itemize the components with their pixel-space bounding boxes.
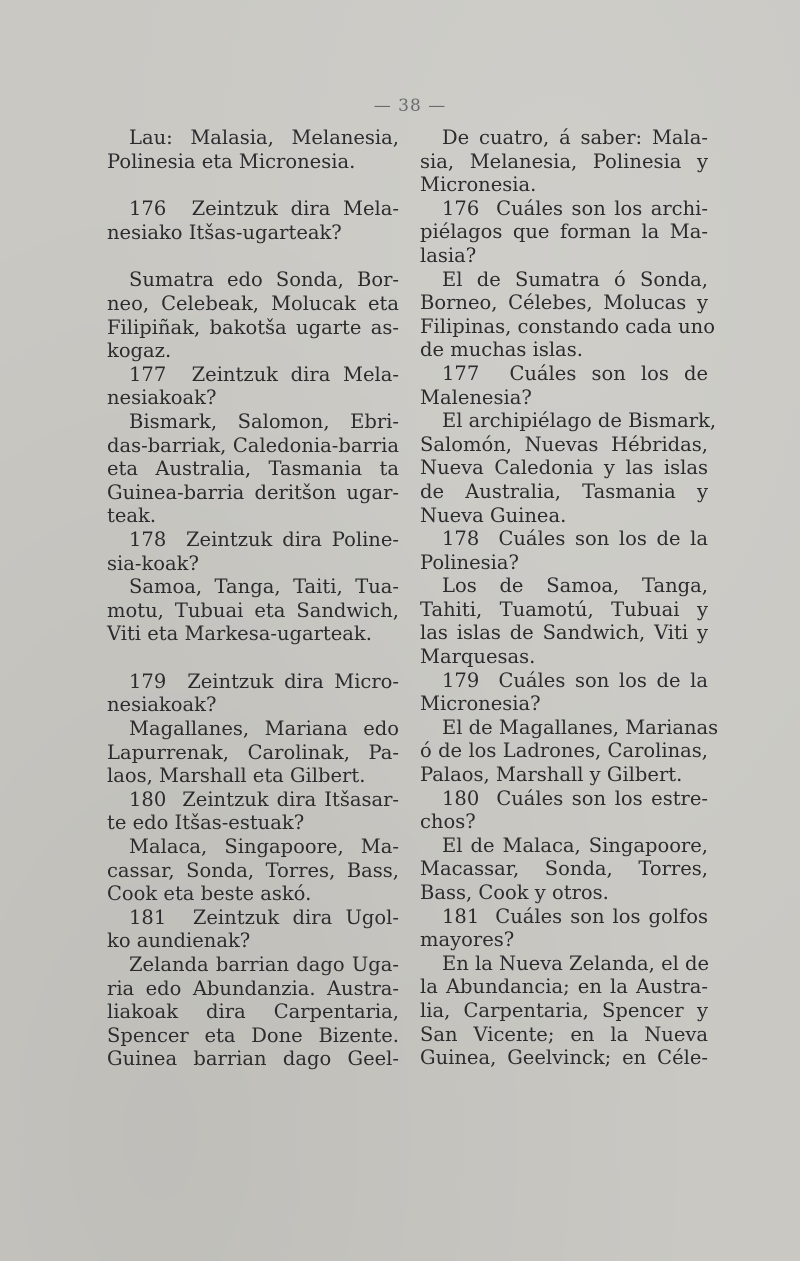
question-line: Micronesia? bbox=[420, 692, 541, 716]
answer-line: de Australia, Tasmania y bbox=[420, 479, 708, 503]
answer-line: Cook eta beste askó. bbox=[107, 882, 312, 906]
answer-line: Zelanda barrian dago Uga- bbox=[129, 953, 399, 976]
page-number: — 38 — bbox=[373, 96, 447, 116]
question-line: chos? bbox=[420, 810, 476, 834]
answer-line: Guinea barrian dago Geel- bbox=[107, 1047, 399, 1071]
answer-line: Spencer eta Done Bizente. bbox=[107, 1023, 399, 1047]
spanish-column bbox=[420, 126, 719, 1070]
answer-line: En la Nueva Zelanda, el de bbox=[442, 951, 710, 975]
question-line: te edo Itšas-estuak? bbox=[107, 811, 305, 835]
answer-line: Tahiti, Tuamotú, Tubuai y bbox=[420, 597, 708, 621]
answer-line: sia, Melanesia, Polinesia y bbox=[420, 149, 708, 173]
answer-line: la Abundancia; en la Austra- bbox=[420, 975, 708, 999]
answer-line: El de Sumatra ó Sonda, bbox=[442, 267, 708, 291]
question-line: 176 Zeintzuk dira Mela- bbox=[129, 197, 399, 221]
question-line: 179 Zeintzuk dira Micro- bbox=[129, 669, 399, 693]
answer-line: Palaos, Marshall y Gilbert. bbox=[420, 763, 683, 787]
question-line: 179 Cuáles son los de la bbox=[442, 668, 708, 692]
answer-line: neo, Celebeak, Molucak eta bbox=[107, 291, 399, 315]
answer-line: lia, Carpentaria, Spencer y bbox=[420, 998, 708, 1022]
answer-line: Guinea, Geelvinck; en Céle- bbox=[420, 1046, 708, 1070]
question-line: 180 Zeintzuk dira Itšasar- bbox=[129, 787, 399, 811]
answer-line: eta Australia, Tasmania ta bbox=[107, 457, 399, 481]
answer-line: ó de los Ladrones, Carolinas, bbox=[420, 739, 708, 763]
question-line: Polinesia? bbox=[420, 550, 519, 574]
answer-line: El de Magallanes, Marianas bbox=[442, 715, 719, 739]
answer-line: Nueva Guinea. bbox=[420, 503, 567, 527]
question-line: 176 Cuáles son los archi- bbox=[442, 196, 708, 220]
answer-line: Micronesia. bbox=[420, 173, 537, 197]
answer-line: Macassar, Sonda, Torres, bbox=[420, 857, 708, 881]
question-line: 178 Zeintzuk dira Poline- bbox=[129, 527, 399, 551]
answer-line: Bismark, Salomon, Ebri- bbox=[129, 409, 399, 433]
answer-line: teak. bbox=[107, 504, 157, 528]
answer-line: kogaz. bbox=[107, 339, 172, 363]
answer-line: Filipinas, constando cada uno bbox=[420, 314, 715, 338]
question-line: piélagos que forman la Ma- bbox=[420, 220, 708, 244]
question-line: nesiako Itšas-ugarteak? bbox=[107, 220, 342, 244]
question-line: 178 Cuáles son los de la bbox=[442, 527, 708, 551]
answer-line: cassar, Sonda, Torres, Bass, bbox=[107, 858, 399, 882]
question-line: 177 Cuáles son los de bbox=[442, 361, 708, 385]
question-line: 177 Zeintzuk dira Mela- bbox=[129, 362, 399, 386]
question-line: 180 Cuáles son los estre- bbox=[442, 786, 708, 810]
answer-line: Filipiñak, bakotša ugarte as- bbox=[107, 315, 399, 339]
answer-line: ria edo Abundanzia. Austra- bbox=[107, 976, 399, 1000]
answer-line: De cuatro, á saber: Mala- bbox=[442, 126, 708, 149]
answer-line: Bass, Cook y otros. bbox=[420, 881, 609, 904]
answer-line: liakoak dira Carpentaria, bbox=[107, 1000, 399, 1024]
answer-line: San Vicente; en la Nueva bbox=[420, 1022, 708, 1046]
answer-line: motu, Tubuai eta Sandwich, bbox=[107, 598, 399, 622]
question-line: sia-koak? bbox=[107, 551, 199, 575]
answer-line: Borneo, Célebes, Molucas y bbox=[420, 291, 708, 315]
answer-line: Samoa, Tanga, Taiti, Tua- bbox=[129, 575, 399, 599]
answer-line: Viti eta Markesa-ugarteak. bbox=[107, 622, 372, 646]
question-line: 181 Cuáles son los golfos bbox=[442, 904, 708, 928]
question-line: lasia? bbox=[420, 243, 477, 267]
question-line: mayores? bbox=[420, 928, 515, 952]
basque-column bbox=[107, 126, 399, 1071]
question-line: Malenesia? bbox=[420, 385, 532, 409]
answer-line: Nueva Caledonia y las islas bbox=[420, 456, 708, 480]
answer-line: laos, Marshall eta Gilbert. bbox=[107, 764, 366, 788]
question-line: 181 Zeintzuk dira Ugol- bbox=[129, 905, 399, 929]
question-line: nesiakoak? bbox=[107, 386, 217, 410]
answer-line: das-barriak, Caledonia-barria bbox=[107, 433, 399, 457]
answer-line: Sumatra edo Sonda, Bor- bbox=[129, 268, 399, 292]
answer-line: Malaca, Singapoore, Ma- bbox=[129, 835, 399, 859]
answer-line: El de Malaca, Singapoore, bbox=[442, 833, 708, 857]
answer-line: Magallanes, Mariana edo bbox=[129, 717, 399, 741]
question-line: nesiakoak? bbox=[107, 693, 217, 717]
answer-line: Salomón, Nuevas Hébridas, bbox=[420, 432, 708, 456]
answer-line: Marquesas. bbox=[420, 645, 536, 669]
answer-line: de muchas islas. bbox=[420, 338, 583, 362]
answer-line: Los de Samoa, Tanga, bbox=[442, 574, 708, 598]
answer-line: las islas de Sandwich, Viti y bbox=[420, 621, 708, 645]
text-line: Polinesia eta Micronesia. bbox=[107, 149, 356, 173]
question-line: ko aundienak? bbox=[107, 929, 251, 953]
text-line: Lau: Malasia, Melanesia, bbox=[129, 126, 399, 149]
answer-line: Lapurrenak, Carolinak, Pa- bbox=[107, 740, 399, 764]
answer-line: Guinea-barria deritšon ugar- bbox=[107, 480, 399, 504]
answer-line: El archipiélago de Bismark, bbox=[442, 409, 717, 433]
